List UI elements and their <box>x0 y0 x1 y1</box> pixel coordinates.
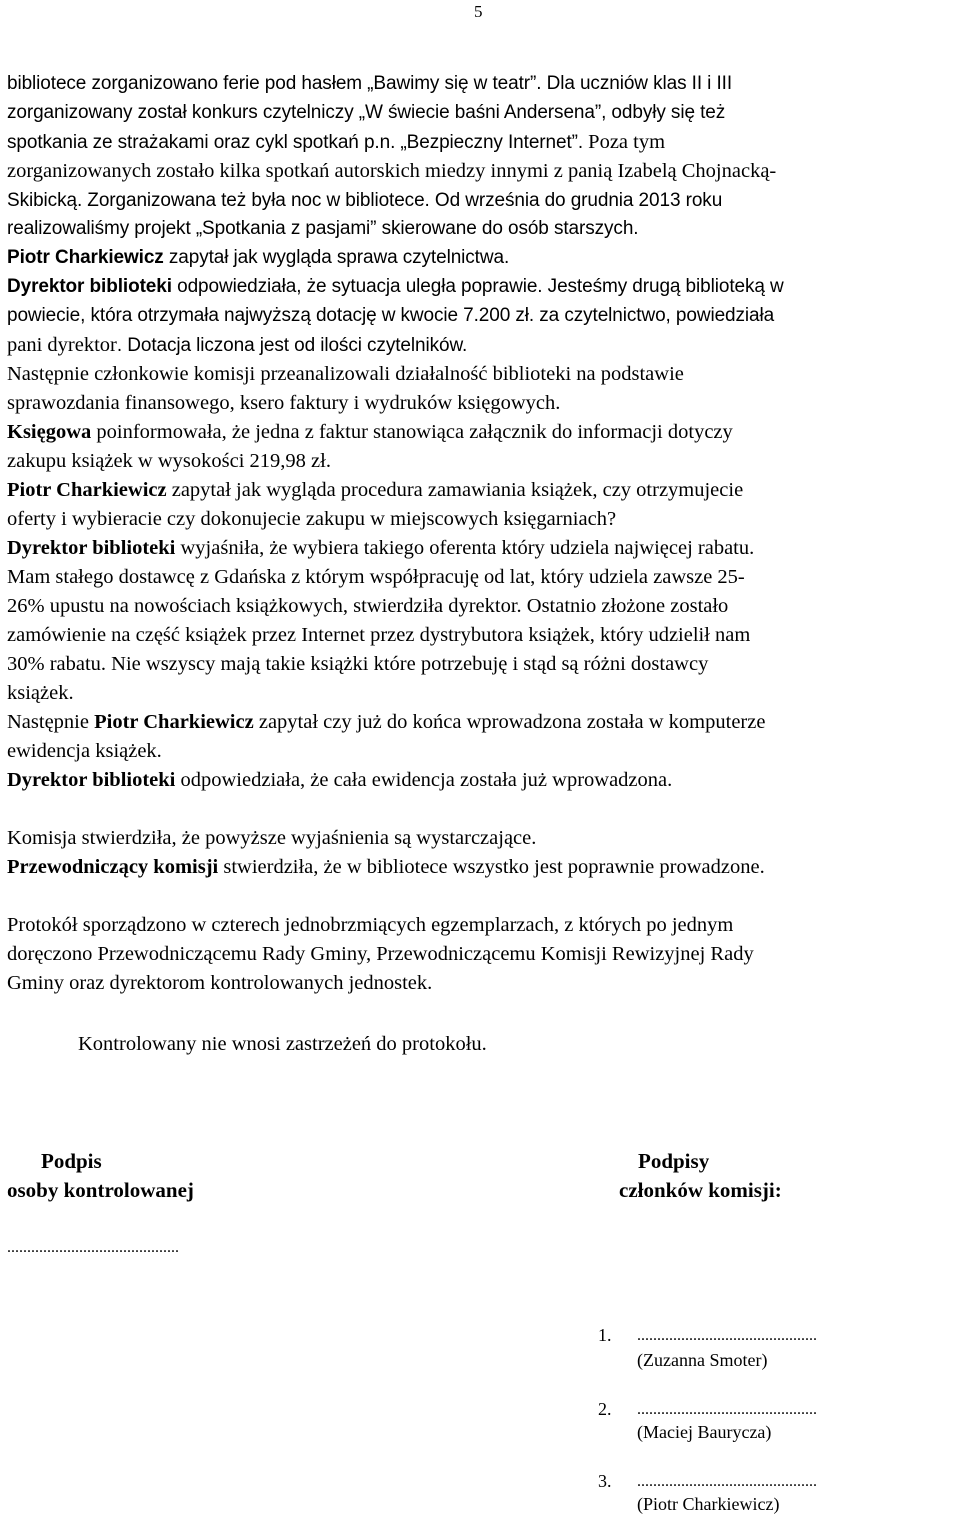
paragraph-line: Przewodniczący komisji stwierdziła, że w bibliotece wszystko jest poprawnie prowadzone. <box>7 856 765 878</box>
paragraph-line: Mam stałego dostawcę z Gdańska z którym współpracuję od lat, który udziela zawsze 25- <box>7 566 745 588</box>
paragraph-line: Dyrektor biblioteki wyjaśniła, że wybiera takiego oferenta który udziela najwięcej rabatu. <box>7 537 755 559</box>
signature-line: ............................................. <box>637 1401 817 1418</box>
signature-left-subheading: osoby kontrolowanej <box>7 1178 194 1202</box>
closing-statement: Kontrolowany nie wnosi zastrzeżeń do protokołu. <box>78 1033 487 1055</box>
paragraph-line: doręczono Przewodniczącemu Rady Gminy, Przewodniczącemu Komisji Rewizyjnej Rady <box>7 943 754 965</box>
member-name: (Maciej Baurycza) <box>637 1422 772 1442</box>
paragraph-line: książek. <box>7 682 74 704</box>
signature-line: ............................................. <box>637 1327 817 1344</box>
paragraph-line: powiecie, która otrzymała najwyższą dotację w kwocie 7.200 zł. za czytelnictwo, powiedziała <box>7 305 775 326</box>
paragraph-line: zakupu książek w wysokości 219,98 zł. <box>7 450 331 472</box>
paragraph-line: Komisja stwierdziła, że powyższe wyjaśnienia są wystarczające. <box>7 827 537 849</box>
member-name: (Zuzanna Smoter) <box>637 1350 768 1370</box>
signature-line: ........................................... <box>7 1239 179 1256</box>
member-number: 1. <box>598 1325 612 1345</box>
page-number: 5 <box>474 2 483 21</box>
paragraph-line: sprawozdania finansowego, ksero faktury i wydruków księgowych. <box>7 392 561 414</box>
signature-line: ............................................. <box>637 1473 817 1490</box>
paragraph-line: bibliotece zorganizowano ferie pod hasłem „Bawimy się w teatr”. Dla uczniów klas II i III <box>7 73 733 94</box>
paragraph-line: ewidencja książek. <box>7 740 162 762</box>
paragraph-line: 26% upustu na nowościach książkowych, stwierdziła dyrektor. Ostatnio złożone zostało <box>7 595 729 617</box>
signature-right-heading: Podpisy <box>638 1149 710 1173</box>
paragraph-line: Protokół sporządzono w czterech jednobrzmiących egzemplarzach, z których po jednym <box>7 914 734 936</box>
paragraph-line: Gminy oraz dyrektorom kontrolowanych jednostek. <box>7 972 433 994</box>
paragraph-line: Dyrektor biblioteki odpowiedziała, że sytuacja uległa poprawie. Jesteśmy drugą biblioteką w <box>7 276 784 297</box>
member-number: 3. <box>598 1471 612 1491</box>
paragraph-line: Piotr Charkiewicz zapytał jak wygląda sprawa czytelnictwa. <box>7 247 510 268</box>
paragraph-line: zorganizowany został konkurs czytelniczy „W świecie baśni Andersena”, odbyły się też <box>7 102 726 123</box>
paragraph-line: Piotr Charkiewicz zapytał jak wygląda procedura zamawiania książek, czy otrzymujecie <box>7 479 744 501</box>
paragraph-line: Następnie członkowie komisji przeanalizowali działalność biblioteki na podstawie <box>7 363 684 385</box>
member-name: (Piotr Charkiewicz) <box>637 1494 780 1514</box>
signature-right-subheading: członków komisji: <box>619 1178 782 1202</box>
paragraph-line: 30% rabatu. Nie wszyscy mają takie książki które potrzebuję i stąd są różni dostawcy <box>7 653 709 675</box>
paragraph-line: Skibicką. Zorganizowana też była noc w bibliotece. Od września do grudnia 2013 roku <box>7 190 723 211</box>
paragraph-line: Księgowa poinformowała, że jedna z faktur stanowiąca załącznik do informacji dotyczy <box>7 421 733 443</box>
paragraph-line: realizowaliśmy projekt „Spotkania z pasjami” skierowane do osób starszych. <box>7 218 639 239</box>
signature-left-heading: Podpis <box>41 1149 102 1173</box>
paragraph-line: zorganizowanych zostało kilka spotkań autorskich miedzy innymi z panią Izabelą Chojnacką- <box>7 160 777 182</box>
member-number: 2. <box>598 1399 612 1419</box>
paragraph-line: Następnie Piotr Charkiewicz zapytał czy już do końca wprowadzona została w komputerze <box>7 711 766 733</box>
paragraph-line: zamówienie na część książek przez Internet przez dystrybutora książek, który udzielił nam <box>7 624 751 646</box>
paragraph-line: Dyrektor biblioteki odpowiedziała, że cała ewidencja została już wprowadzona. <box>7 769 673 791</box>
paragraph-line: oferty i wybieracie czy dokonujecie zakupu w miejscowych księgarniach? <box>7 508 617 530</box>
paragraph-line: pani dyrektor. Dotacja liczona jest od ilości czytelników. <box>7 334 468 356</box>
paragraph-line: spotkania ze strażakami oraz cykl spotkań p.n. „Bezpieczny Internet”. Poza tym <box>7 131 666 153</box>
